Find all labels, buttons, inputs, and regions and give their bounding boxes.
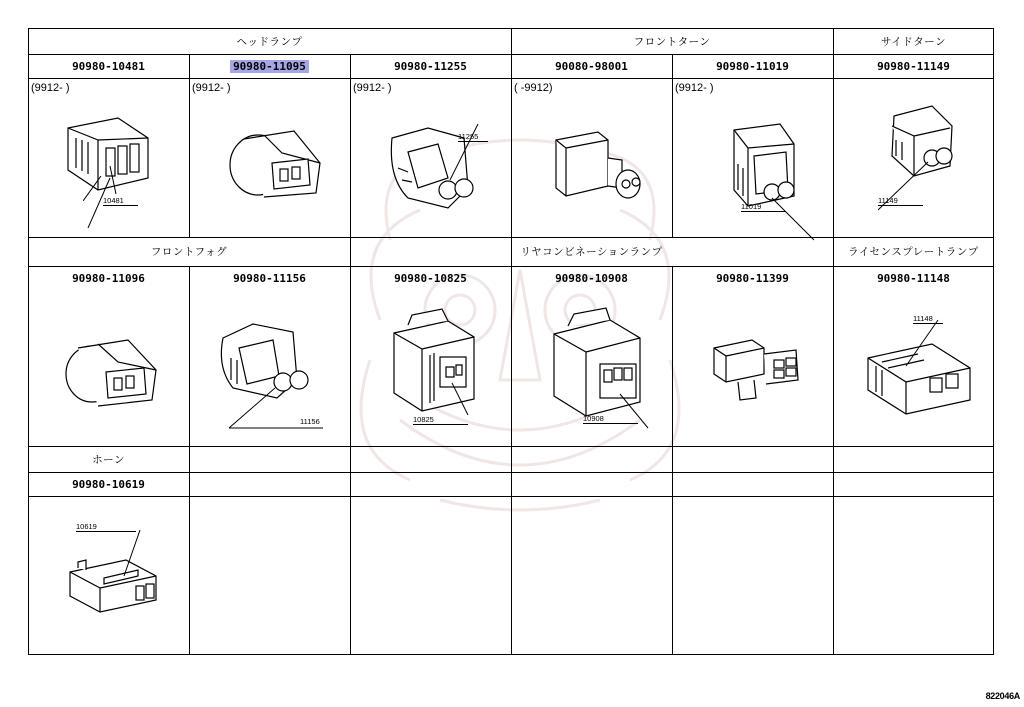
part-number-10908[interactable] [511, 266, 672, 290]
part-number-text: 90980-11149 [877, 59, 950, 73]
part-number-text: 90980-11255 [394, 59, 467, 73]
part-number-text: 90980-11096 [72, 271, 145, 285]
group-license-plate-lamp: ライセンスプレートランプ [848, 246, 979, 258]
callout-label-10619: 10619 [76, 522, 136, 532]
part-number-text: 90980-11095 [230, 60, 309, 73]
connector-10825-drawing [388, 303, 488, 423]
group-rear-combination-lamp: リヤコンビネーションランプ [520, 246, 663, 258]
callout-label-11255: 11255 [458, 132, 488, 142]
connector-11096-drawing [60, 326, 165, 416]
group-side-turn: サイドターン [880, 35, 947, 48]
part-number-text: 90980-10481 [72, 59, 145, 73]
connector-11156-drawing [213, 318, 348, 433]
connector-98001-drawing [548, 126, 648, 216]
connector-10619-drawing [64, 528, 164, 623]
figure-code: 822046A [985, 691, 1020, 701]
part-number-11399[interactable] [672, 266, 833, 290]
leader-line [83, 176, 143, 201]
table-grid [28, 28, 994, 655]
connector-parts-table [28, 28, 994, 655]
connector-11095-drawing [224, 113, 329, 208]
part-number-text: 90980-11019 [716, 59, 789, 73]
callout-label-11149: 11149 [878, 196, 923, 206]
connector-10908-drawing [548, 304, 658, 429]
leader-line [50, 108, 170, 228]
connector-11019-drawing [714, 116, 824, 241]
part-number-text: 90980-10825 [394, 271, 467, 285]
serial-note: (9912- ) [353, 82, 392, 94]
part-number-10481[interactable] [28, 54, 189, 78]
callout-label-11156: 11156 [300, 417, 320, 426]
group-front-fog: フロントフォグ [150, 246, 228, 258]
part-number-text: 90080-98001 [555, 59, 628, 73]
part-number-11096[interactable] [28, 266, 189, 290]
serial-note: (9912- ) [31, 82, 70, 94]
part-number-text: 90980-11399 [716, 271, 789, 285]
group-front-turn: フロントターン [633, 35, 711, 48]
part-number-11148[interactable] [833, 266, 994, 290]
part-number-98001[interactable] [511, 54, 672, 78]
connector-11399-drawing [708, 328, 808, 413]
callout-label-11019: 11019 [741, 202, 786, 212]
callout-label-11148: 11148 [913, 314, 943, 324]
serial-note: ( -9912) [514, 82, 553, 94]
part-number-text: 90980-10908 [555, 271, 628, 285]
serial-note: (9912- ) [192, 82, 231, 94]
part-number-text: 90980-10619 [72, 477, 145, 491]
part-number-10619[interactable] [28, 472, 189, 496]
callout-label-10481: 10481 [103, 196, 138, 206]
group-headlamp: ヘッドランプ [236, 35, 303, 48]
part-number-11149[interactable] [833, 54, 994, 78]
part-number-11255[interactable] [350, 54, 511, 78]
connector-11148-drawing [862, 318, 977, 423]
part-number-11156[interactable] [189, 266, 350, 290]
callout-label-10908: 10908 [583, 414, 638, 424]
part-number-11019[interactable] [672, 54, 833, 78]
part-number-text: 90980-11156 [233, 271, 306, 285]
callout-label-10825: 10825 [413, 415, 468, 425]
serial-note: (9912- ) [675, 82, 714, 94]
part-number-10825[interactable] [350, 266, 511, 290]
part-number-11095-selected[interactable] [189, 54, 350, 78]
group-horn: ホーン [92, 453, 125, 466]
part-number-text: 90980-11148 [877, 271, 950, 285]
